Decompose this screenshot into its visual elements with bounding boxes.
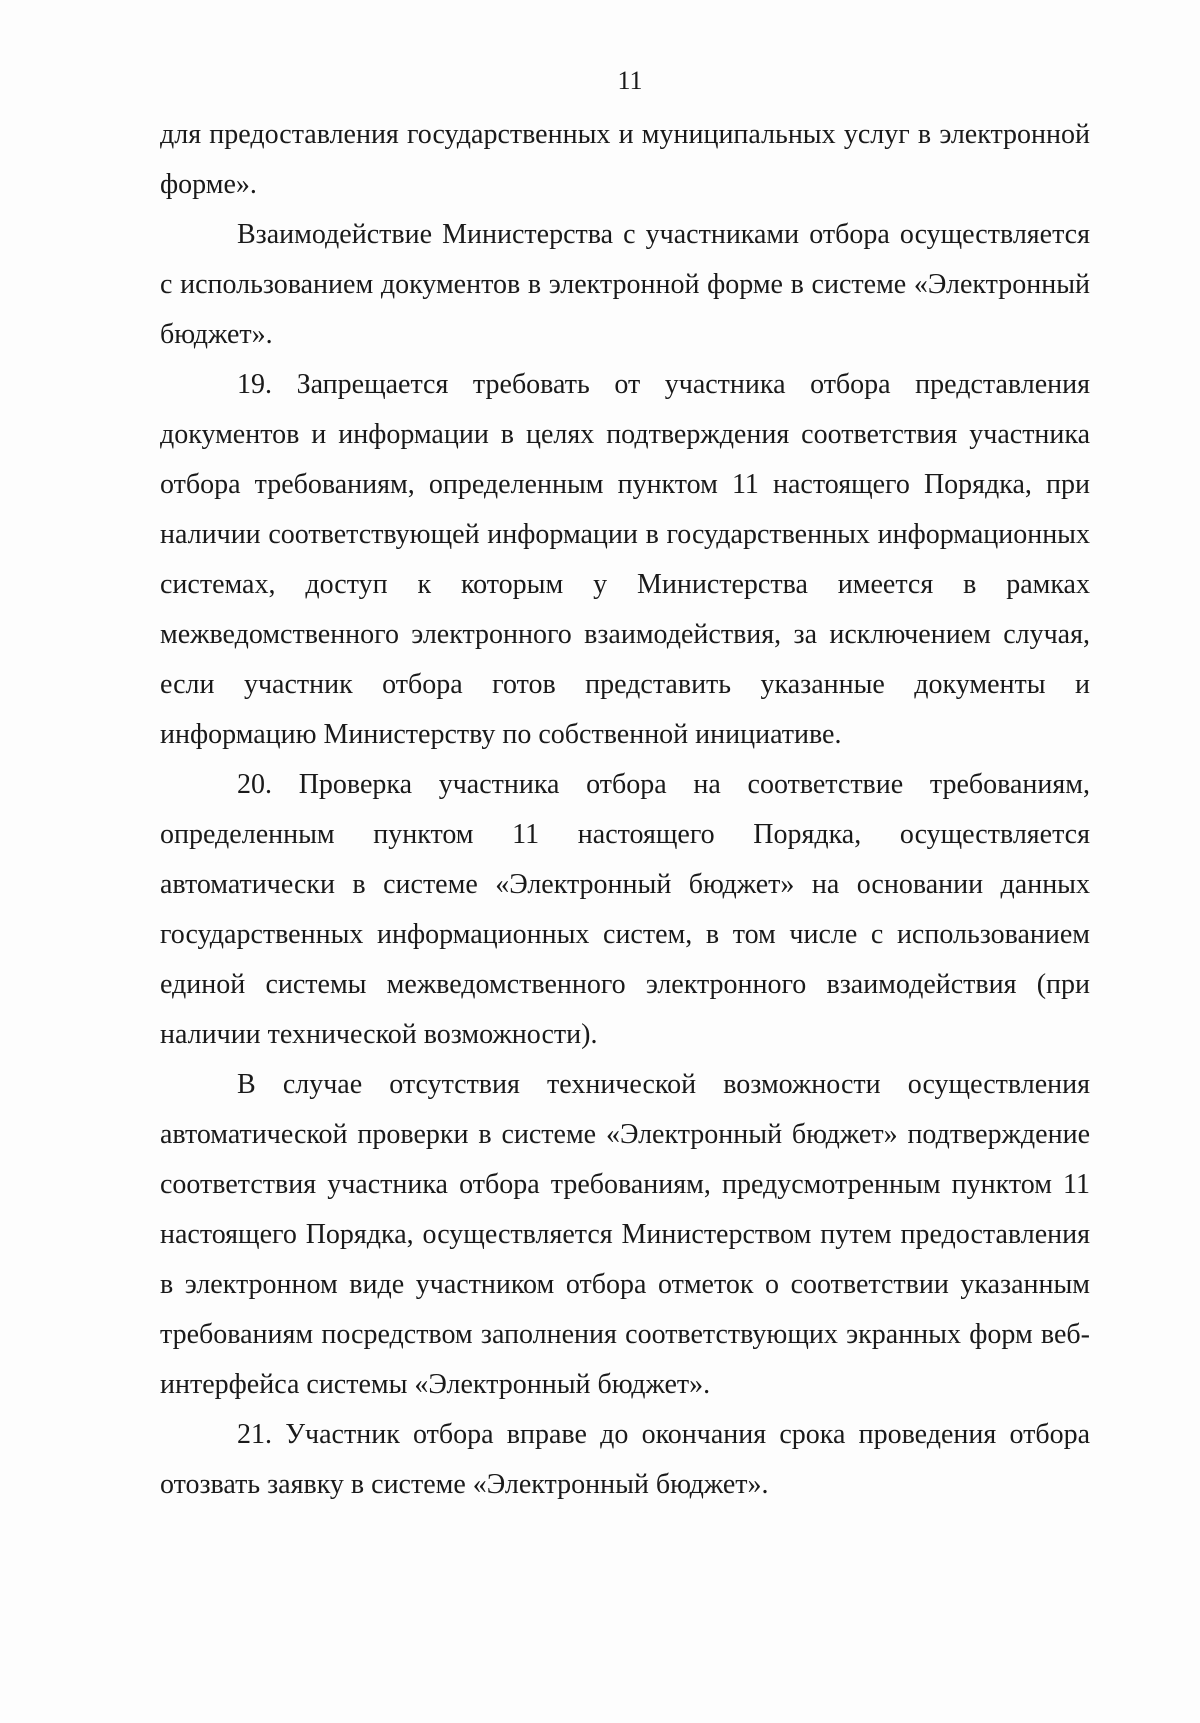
paragraph-interaction: Взаимодействие Министерства с участниками отбора осуществляется с использованием документов в электронной форме в системе «Электронный бюджет». — [160, 219, 1090, 350]
document-body — [160, 110, 1090, 1510]
paragraph-item-20: 20. Проверка участника отбора на соответствие требованиям, определенным пунктом 11 настоящего Порядка, осуществляется автоматически в системе «Электронный бюджет» на основании данных государственных информационных систем, в том числе с использованием единой системы межведомственного электронного взаимодействия (при наличии технической возможности). — [160, 769, 1090, 1050]
paragraph-continuation: для предоставления государственных и муниципальных услуг в электронной форме». — [160, 119, 1090, 200]
paragraph-no-technical-possibility: В случае отсутствия технической возможности осуществления автоматической проверки в системе «Электронный бюджет» подтверждение соответствия участника отбора требованиям, предусмотренным пунктом 11 настоящего Порядка, осуществляется Министерством путем предоставления в электронном виде участником отбора отметок о соответствии указанным требованиям посредством заполнения соответствующих экранных форм веб-интерфейса системы «Электронный бюджет». — [160, 1069, 1090, 1400]
page-number: 11 — [617, 66, 643, 95]
paragraph-item-21: 21. Участник отбора вправе до окончания срока проведения отбора отозвать заявку в системе «Электронный бюджет». — [160, 1419, 1090, 1500]
paragraph-item-19: 19. Запрещается требовать от участника отбора представления документов и информации в целях подтверждения соответствия участника отбора требованиям, определенным пунктом 11 настоящего Порядка, при наличии соответствующей информации в государственных информационных системах, доступ к которым у Министерства имеется в рамках межведомственного электронного взаимодействия, за исключением случая, если участник отбора готов представить указанные документы и информацию Министерству по собственной инициативе. — [160, 369, 1090, 750]
